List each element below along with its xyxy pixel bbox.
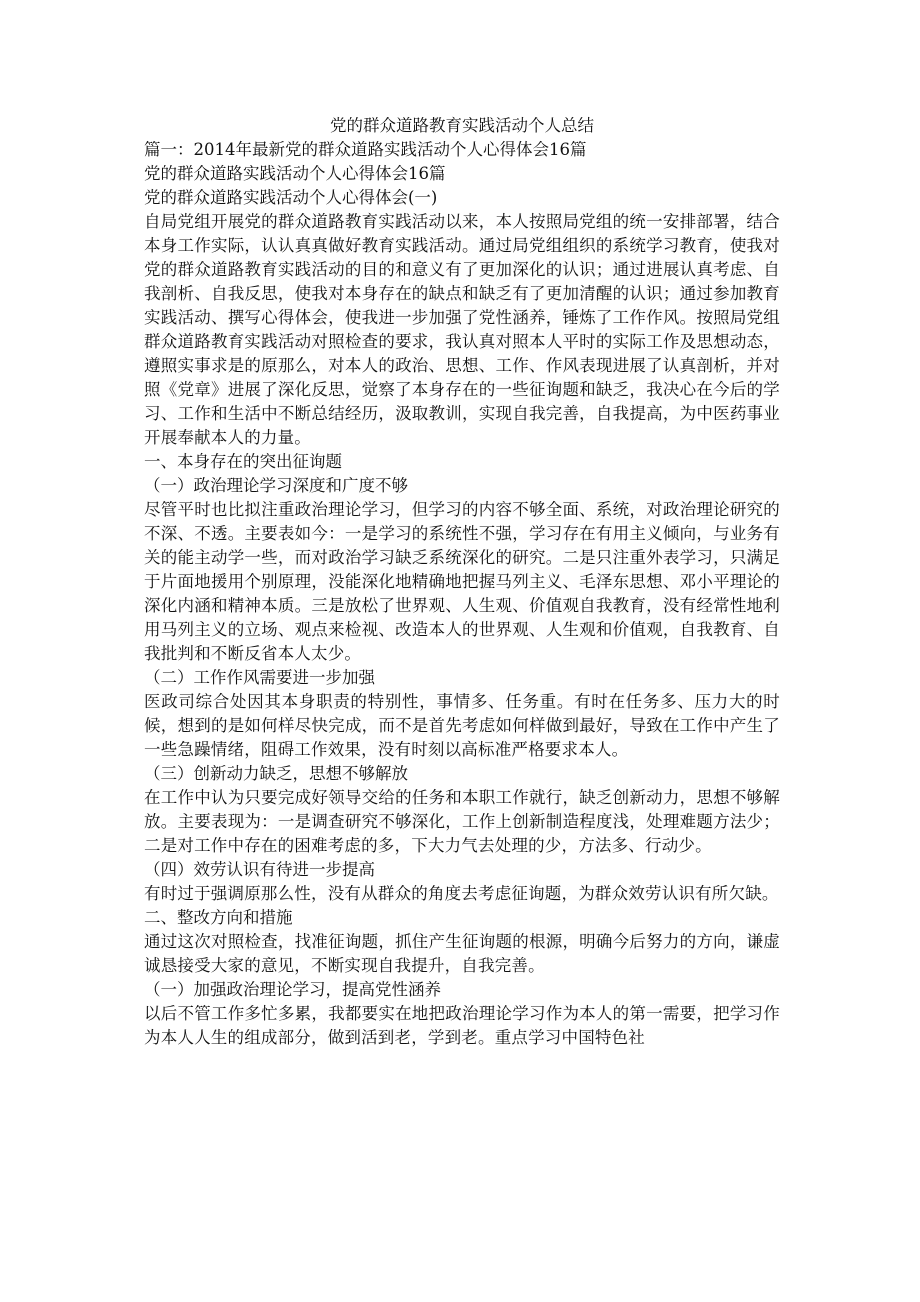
article-heading: 篇一：2014年最新党的群众道路实践活动个人心得体会16篇 xyxy=(144,140,587,159)
subsection-heading-2-1: （一）加强政治理论学习，提高党性涵养 xyxy=(144,980,441,999)
subsection-heading-1-1: （一）政治理论学习深度和广度不够 xyxy=(144,476,408,495)
document-page xyxy=(144,114,780,1050)
subsection-heading-1-3: （三）创新动力缺乏，思想不够解放 xyxy=(144,764,408,783)
section-heading-2: 二、整改方向和措施 xyxy=(144,908,293,927)
article-subheading: 党的群众道路实践活动个人心得体会16篇 xyxy=(144,164,446,183)
paragraph-1-1: 尽管平时也比拟注重政治理论学习，但学习的内容不够全面、系统，对政治理论研究的不深、不透。主要表如今：一是学习的系统性不强，学习存在有用主义倾向，与业务有关的能主动学一些，而对政治学习缺乏系统深化的研究。二是只注重外表学习，只满足于片面地援用个别原理，没能深化地精确地把握马列主义、毛泽东思想、邓小平理论的深化内涵和精神本质。三是放松了世界观、人生观、价值观自我教育，没有经常性地利用马列主义的立场、观点来检视、改造本人的世界观、人生观和价值观，自我教育、自我批判和不断反省本人太少。 xyxy=(144,500,780,663)
intro-paragraph: 自局党组开展党的群众道路教育实践活动以来，本人按照局党组的统一安排部署，结合本身工作实际，认认真真做好教育实践活动。通过局党组组织的系统学习教育，使我对党的群众道路教育实践活动的目的和意义有了更加深化的认识；通过进展认真考虑、自我剖析、自我反思，使我对本身存在的缺点和缺乏有了更加清醒的认识；通过参加教育实践活动、撰写心得体会，使我进一步加强了党性涵养，锤炼了工作作风。按照局党组群众道路教育实践活动对照检查的要求，我认真对照本人平时的实际工作及思想动态，遵照实事求是的原那么，对本人的政治、思想、工作、作风表现进展了认真剖析，并对照《党章》进展了深化反思，觉察了本身存在的一些征询题和缺乏，我决心在今后的学习、工作和生活中不断总结经历，汲取教训，实现自我完善，自我提高，为中医药事业开展奉献本人的力量。 xyxy=(144,212,780,447)
paragraph-1-4: 有时过于强调原那么性，没有从群众的角度去考虑征询题，为群众效劳认识有所欠缺。 xyxy=(144,884,779,903)
paragraph-2-1: 以后不管工作多忙多累，我都要实在地把政治理论学习作为本人的第一需要，把学习作为本人人生的组成部分，做到活到老，学到老。重点学习中国特色社 xyxy=(144,1004,780,1047)
paragraph-1-2: 医政司综合处因其本身职责的特别性，事情多、任务重。有时在任务多、压力大的时候，想到的是如何样尽快完成，而不是首先考虑如何样做到最好，导致在工作中产生了一些急躁情绪，阻碍工作效果，没有时刻以高标准严格要求本人。 xyxy=(144,692,780,759)
section-heading-1: 一、本身存在的突出征询题 xyxy=(144,452,342,471)
subsection-heading-1-4: （四）效劳认识有待进一步提高 xyxy=(144,860,375,879)
paragraph-1-3: 在工作中认为只要完成好领导交给的任务和本职工作就行，缺乏创新动力，思想不够解放。主要表现为：一是调查研究不够深化，工作上创新制造程度浅，处理难题方法少；二是对工作中存在的困难考虑的多，下大力气去处理的少，方法多、行动少。 xyxy=(144,788,780,855)
subsection-heading-1-2: （二）工作作风需要进一步加强 xyxy=(144,668,375,687)
article-part-title: 党的群众道路实践活动个人心得体会(一) xyxy=(144,188,438,207)
paragraph-2-0: 通过这次对照检查，找准征询题，抓住产生征询题的根源，明确今后努力的方向，谦虚诚恳接受大家的意见，不断实现自我提升，自我完善。 xyxy=(144,932,780,975)
document-title: 党的群众道路教育实践活动个人总结 xyxy=(330,116,594,135)
